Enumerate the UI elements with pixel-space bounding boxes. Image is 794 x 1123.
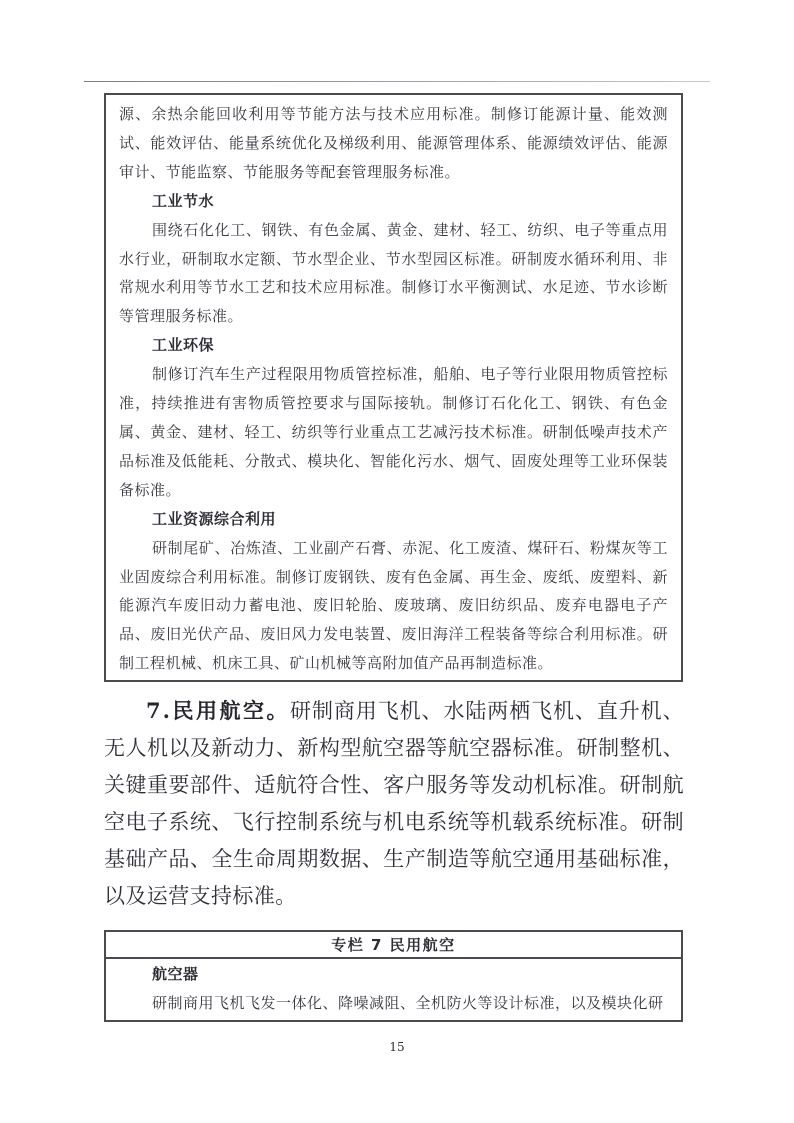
subheading-aircraft: 航空器: [152, 965, 199, 983]
paragraph-industrial-resource-utilization: 研制尾矿、冶炼渣、工业副产石膏、赤泥、化工废渣、煤矸石、粉煤灰等工业固废综合利用标准。制修订废钢铁、废有色金属、再生金、废纸、废塑料、新能源汽车废旧动力蓄电池、废旧轮胎、废玻璃、废旧纺织品、废弃电器电子产品、废旧光伏产品、废旧风力发电装置、废旧海洋工程装备等综合利用标准。研制工程机械、机床工具、矿山机械等高附加值产品再制造标准。: [119, 538, 668, 673]
paragraph-industrial-environmental-protection: 制修订汽车生产过程限用物质管控标准，船舶、电子等行业限用物质管控标准，持续推进有害物质管控要求与国际接轨。制修订石化化工、钢铁、有色金属、黄金、建材、轻工、纺织等行业重点工艺减污技术标准。研制低噪声技术产品标准及低能耗、分散式、模块化、智能化污水、烟气、固废处理等工业环保装备标准。: [119, 365, 668, 499]
callout-box-body: [106, 959, 681, 1018]
subheading-industrial-water-saving: 工业节水: [152, 191, 215, 210]
callout-box-civil-aviation: [104, 930, 683, 1022]
callout-box-title-civil-aviation: 专栏 7 民用航空: [106, 932, 681, 959]
page-number: 15: [389, 1040, 405, 1054]
continuation-paragraph-energy-saving: 源、余热余能回收利用等节能方法与技术应用标准。制修订能源计量、能效测试、能效评估、能量系统优化及梯级利用、能源管理体系、能源绩效评估、能源审计、节能监察、节能服务等配套管理服务标准。: [119, 105, 668, 181]
paragraph-industrial-water-saving: 围绕石化化工、钢铁、有色金属、黄金、建材、轻工、纺织、电子等重点用水行业，研制取水定额、节水型企业、节水型园区标准。研制废水循环利用、非常规水利用等节水工艺和技术应用标准。制修订水平衡测试、水足迹、节水诊断等管理服务标准。: [119, 220, 668, 326]
paragraph-lead-civil-aviation: 7.民用航空。: [146, 698, 291, 723]
subheading-industrial-environmental-protection: 工业环保: [152, 336, 215, 355]
paragraph-text-civil-aviation: 研制商用飞机、水陆两栖飞机、直升机、无人机以及新动力、新构型航空器等航空器标准。研制整机、关键重要部件、适航符合性、客户服务等发动机标准。研制航空电子系统、飞行控制系统与机电系统等机载系统标准。研制基础产品、全生命周期数据、生产制造等航空通用基础标准，以及运营支持标准。: [104, 699, 684, 908]
subheading-industrial-resource-utilization: 工业资源综合利用: [152, 509, 277, 528]
body-paragraph-civil-aviation: [104, 692, 684, 915]
callout-box-industrial-continued: [104, 93, 683, 682]
paragraph-aircraft-design-standards: 研制商用飞机飞发一体化、降噪减阻、全机防火等设计标准，以及模块化研: [152, 994, 664, 1012]
page-top-scan-rule: [84, 81, 710, 82]
